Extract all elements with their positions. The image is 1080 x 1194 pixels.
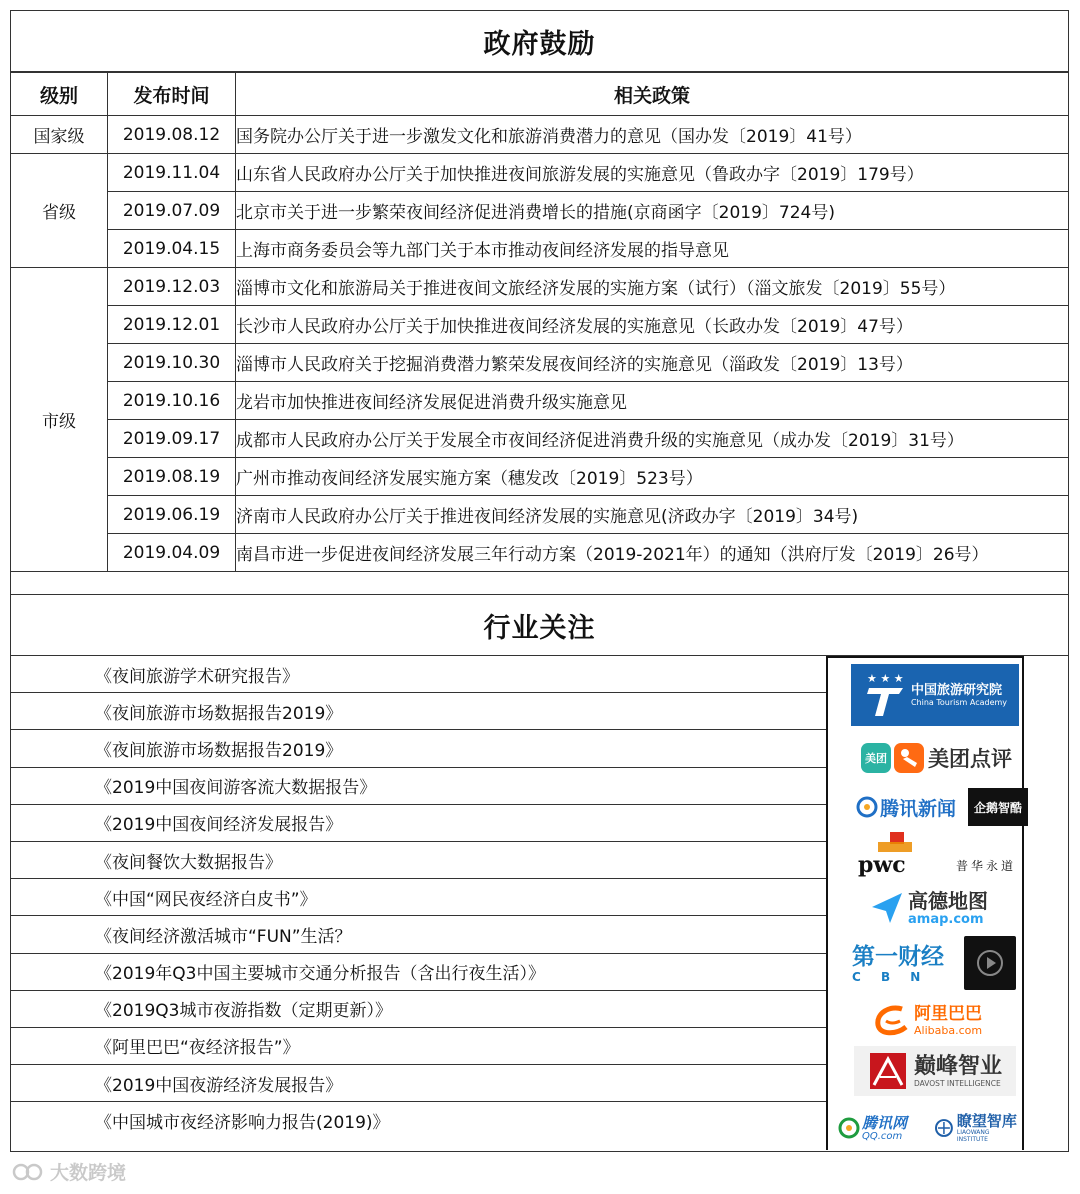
report-item: 《夜间旅游市场数据报告2019》 xyxy=(11,693,826,730)
policy-cell: 淄博市文化和旅游局关于推进夜间文旅经济发展的实施方案（试行）（淄文旅发〔2019〕55号） xyxy=(236,268,1069,306)
report-item: 《夜间经济激活城市“FUN”生活？ xyxy=(11,916,826,953)
meituan-dianping-logo xyxy=(861,738,1012,778)
report-item: 《2019中国夜间游客流大数据报告》 xyxy=(11,768,826,805)
policy-cell: 北京市关于进一步繁荣夜间经济促进消费增长的措施(京商函字〔2019〕724号) xyxy=(236,192,1069,230)
table-row xyxy=(11,268,1069,306)
date-cell: 2019.04.15 xyxy=(108,230,236,268)
qq-com-icon xyxy=(838,1117,860,1139)
report-list xyxy=(11,656,826,1139)
table-row xyxy=(11,496,1069,534)
date-cell: 2019.12.01 xyxy=(108,306,236,344)
dianping-icon xyxy=(894,743,924,773)
report-item: 《2019中国夜游经济发展报告》 xyxy=(11,1065,826,1102)
page xyxy=(10,10,1069,1152)
date-cell: 2019.10.30 xyxy=(108,344,236,382)
report-item: 《夜间旅游市场数据报告2019》 xyxy=(11,730,826,767)
davost-en: DAVOST INTELLIGENCE xyxy=(913,1078,1001,1088)
liaowang-icon xyxy=(934,1118,954,1138)
table-row xyxy=(11,420,1069,458)
amap-logo xyxy=(870,884,988,932)
table-row xyxy=(11,344,1069,382)
alibaba-logo xyxy=(872,1000,982,1042)
pwc-cn: 普华永道 xyxy=(955,858,1016,873)
policy-cell: 国务院办公厅关于进一步激发文化和旅游消费潜力的意见（国办发〔2019〕41号） xyxy=(236,116,1069,154)
pwc-mark-icon xyxy=(856,832,926,878)
level-cell: 省级 xyxy=(11,154,108,268)
date-cell: 2019.11.04 xyxy=(108,154,236,192)
alibaba-name: 阿里巴巴 xyxy=(914,1004,982,1024)
policy-table xyxy=(10,72,1069,572)
policy-cell: 成都市人民政府办公厅关于发展全市夜间经济促进消费升级的实施意见（成办发〔2019〕31号） xyxy=(236,420,1069,458)
level-cell: 市级 xyxy=(11,268,108,572)
policy-cell: 长沙市人民政府办公厅关于加快推进夜间经济发展的实施意见（长政办发〔2019〕47号） xyxy=(236,306,1069,344)
logo-panel xyxy=(826,656,1024,1150)
report-item: 《夜间旅游学术研究报告》 xyxy=(11,656,826,693)
date-cell: 2019.08.12 xyxy=(108,116,236,154)
alibaba-smile-icon xyxy=(872,1003,912,1039)
meituan-badge: 美团 xyxy=(861,743,891,773)
policy-cell: 上海市商务委员会等九部门关于本市推动夜间经济发展的指导意见 xyxy=(236,230,1069,268)
report-item: 《2019Q3城市夜游指数（定期更新）》 xyxy=(11,991,826,1028)
qq-com-name: 腾讯网 xyxy=(862,1113,908,1132)
liaowang-logo xyxy=(934,1108,1022,1148)
watermark xyxy=(12,1158,126,1185)
liaowang-name: 瞭望智库 xyxy=(956,1112,1017,1130)
cta-emblem-icon xyxy=(863,670,911,720)
policy-cell: 南昌市进一步促进夜间经济发展三年行动方案（2019-2021年）的通知（洪府厅发〔2019〕26号） xyxy=(236,534,1069,572)
header-date: 发布时间 xyxy=(108,73,236,116)
liaowang-en: LIAOWANG INSTITUTE xyxy=(956,1129,990,1143)
cta-en: China Tourism Academy xyxy=(910,698,1008,707)
table-row xyxy=(11,116,1069,154)
table-row xyxy=(11,192,1069,230)
meituan-name: 美团点评 xyxy=(928,747,1012,771)
policy-cell: 龙岩市加快推进夜间经济发展促进消费升级实施意见 xyxy=(236,382,1069,420)
level-cell: 国家级 xyxy=(11,116,108,154)
tencent-news-name: 腾讯新闻 xyxy=(880,797,957,820)
industry-section-title: 行业关注 xyxy=(11,595,1068,656)
tencent-news-logo xyxy=(856,788,956,826)
date-cell: 2019.08.19 xyxy=(108,458,236,496)
cbn-logo xyxy=(852,936,944,992)
davost-name: 巅峰智业 xyxy=(913,1053,1002,1079)
davost-logo xyxy=(854,1046,1016,1096)
pwc-text: pwc xyxy=(857,852,906,878)
table-row xyxy=(11,306,1069,344)
cbn-video-icon xyxy=(964,936,1016,990)
svg-text:★ ★ ★: ★ ★ ★ xyxy=(866,672,904,685)
policy-cell: 淄博市人民政府关于挖掘消费潜力繁荣发展夜间经济的实施意见（淄政发〔2019〕13号） xyxy=(236,344,1069,382)
china-tourism-academy-logo xyxy=(851,664,1019,726)
qizhi-logo: 企鹅智酷 xyxy=(968,788,1028,826)
davost-mark-icon xyxy=(868,1051,908,1091)
amap-url: amap.com xyxy=(908,911,984,927)
report-item: 《中国“网民夜经济白皮书”》 xyxy=(11,879,826,916)
cbn-name: 第一财经 xyxy=(852,944,944,970)
header-policy: 相关政策 xyxy=(236,73,1069,116)
policy-cell: 山东省人民政府办公厅关于加快推进夜间旅游发展的实施意见（鲁政办字〔2019〕179号） xyxy=(236,154,1069,192)
table-row xyxy=(11,230,1069,268)
watermark-text: 大数跨境 xyxy=(50,1162,127,1184)
cbn-en: C B N xyxy=(852,970,929,984)
report-item: 《2019中国夜间经济发展报告》 xyxy=(11,805,826,842)
industry-section xyxy=(10,594,1069,1152)
policy-cell: 济南市人民政府办公厅关于推进夜间经济发展的实施意见(济政办字〔2019〕34号) xyxy=(236,496,1069,534)
section-spacer xyxy=(10,572,1069,594)
report-item: 《夜间餐饮大数据报告》 xyxy=(11,842,826,879)
date-cell: 2019.04.09 xyxy=(108,534,236,572)
date-cell: 2019.10.16 xyxy=(108,382,236,420)
policy-table-header xyxy=(11,73,1069,116)
report-item: 《2019年Q3中国主要城市交通分析报告（含出行夜生活）》 xyxy=(11,954,826,991)
policy-cell: 广州市推动夜间经济发展实施方案（穗发改〔2019〕523号） xyxy=(236,458,1069,496)
qq-com-url: QQ.com xyxy=(862,1130,903,1142)
header-level: 级别 xyxy=(11,73,108,116)
date-cell: 2019.12.03 xyxy=(108,268,236,306)
tencent-news-icon xyxy=(856,796,878,818)
table-row xyxy=(11,382,1069,420)
date-cell: 2019.06.19 xyxy=(108,496,236,534)
qq-com-logo xyxy=(838,1108,907,1148)
alibaba-en: Alibaba.com xyxy=(914,1024,983,1037)
table-row xyxy=(11,154,1069,192)
pwc-logo xyxy=(850,830,1022,880)
cta-name: 中国旅游研究院 xyxy=(910,683,1002,698)
report-item: 《中国城市夜经济影响力报告(2019)》 xyxy=(95,1113,390,1134)
table-row xyxy=(11,458,1069,496)
date-cell: 2019.07.09 xyxy=(108,192,236,230)
report-item: 《阿里巴巴“夜经济报告”》 xyxy=(11,1028,826,1065)
date-cell: 2019.09.17 xyxy=(108,420,236,458)
table-row xyxy=(11,534,1069,572)
amap-arrow-icon xyxy=(870,891,904,925)
watermark-icon xyxy=(12,1161,46,1183)
policy-section-title: 政府鼓励 xyxy=(10,10,1069,72)
amap-name: 高德地图 xyxy=(908,888,988,913)
